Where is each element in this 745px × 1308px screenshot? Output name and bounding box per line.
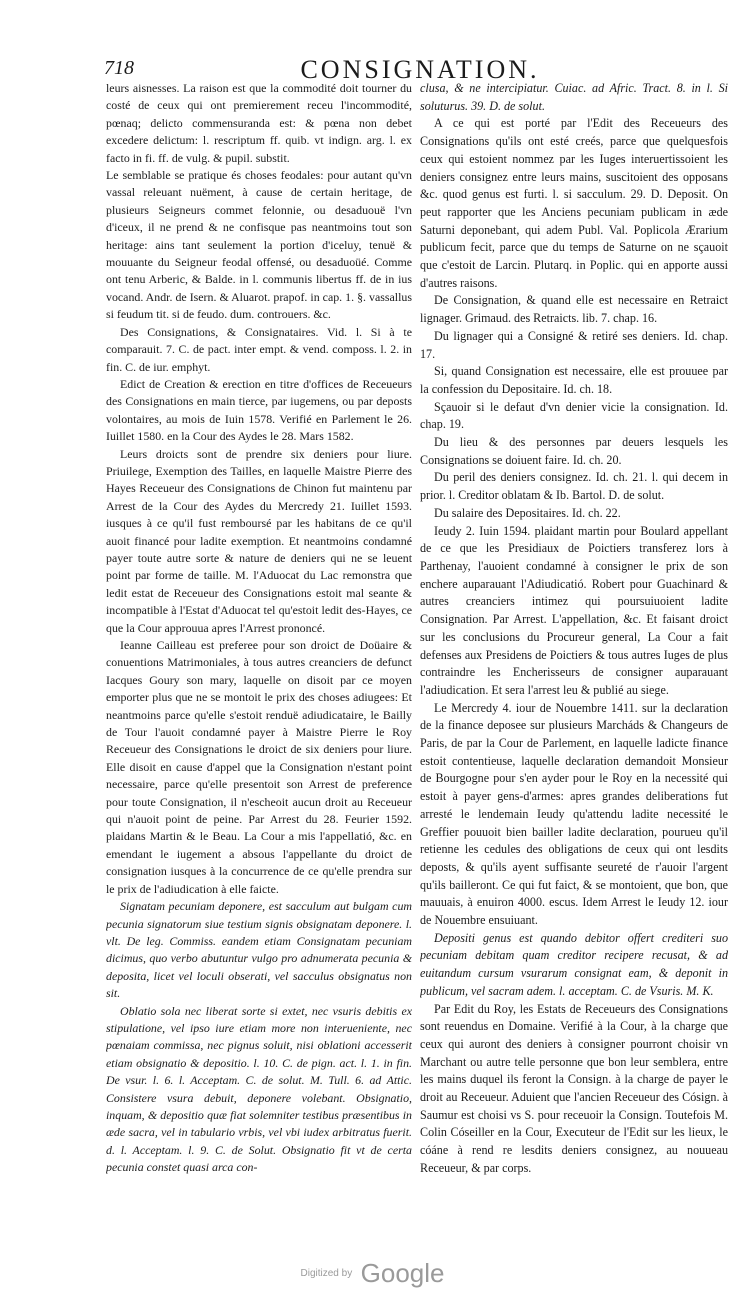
digitized-by-label: Digitized by: [300, 1268, 353, 1279]
paragraph: leurs aisnesses. La raison est que la commodité doit tourner du costé de ceux qui ont premierement receu l'incommodité, pœnaq; delicto commensuranda est: & pœna non debet excedere delictum: l. rescriptum ff. quib. vt indign. arg. l. ex facto in fi. ff. de vulg. & pupil. substit.: [106, 81, 412, 165]
paragraph: Le semblable se pratique és choses feodales: pour autant qu'vn vassal releuant nuëment, à cause de certain heritage, de plusieurs Seigneurs commet felonnie, ou desaduouë l'vn d'iceux, il ne prend & ne confisque pas neantmoins tout son heritage: ains tant seulement la portion d'iceluy, tenuë & mouuante du Seigneur feodal offensé, ou desaduoüé. Comme ont tenu Arberic, & Balde. in l. communis libertus ff. de in ius vocand. Andr. de Isern. & Aluarot. prapof. in cap. 1. §. vassallus si feudum tit. si de feudo. dum. controuers. &c.: [106, 168, 412, 322]
running-title: CONSIGNATION.: [300, 55, 540, 84]
paragraph: Du lieu & des personnes par deuers lesquels les Consignations se doiuent faire. Id. ch. 20.: [420, 435, 728, 467]
paragraph: Signatam pecuniam deponere, est sacculum aut bulgam cum pecunia signatorum siue testium signis obsignatam deponere. l. vlt. De leg. Commiss. eandem etiam Consignatam pecuniam dicimus, quo verbo abutuntur vulgo pro adnumerata pecunia & deposita, licet vel loculi obserati, vel sacculus obsignatus non sit.: [106, 899, 412, 1001]
paragraph: Par Edit du Roy, les Estats de Receueurs des Consignations sont reuendus en Domaine. Verifié à la Cour, à la charge que ceux qui auront des deniers à consigner pourront choisir vn Marchant ou autre telle personne que bon leur semblera, entre les mains duquel ils feront la Consign. à la charge de payer le droit au Receueur. Aduient que l'ancien Receueur des Cósign. à Saumur est choisi vs S. pour receuoir la Consign. Toutefois M. Colin Cóseiller en la Cour, Executeur de l'Edit sur les lieux, le cóáne à rend re lesdits deniers consignez, au nouueau Receueur, & par corps.: [420, 1001, 728, 1175]
paragraph: Ieanne Cailleau est preferee pour son droict de Doüaire & conuentions Matrimoniales, à tous autres creanciers de defunct Iacques Goury son mary, laquelle on disoit par ce moyen emporter plus que ne se montoit le prix des choses adiugees: Et neantmoins parce qu'elle s'estoit renduë adiudicataire, le Bailly de Tour l'auoit condamné payer à Maistre Pierre le Roy Receueur des Consignations le droict de six deniers pour liure. Elle disoit en cause d'appel que la Consignation n'estant point necessaire, parce qu'elle presentoit son Arrest de preference pour toute Consignation, il n'escheoit aucun droit au Receueur qui n'auoit point de peine. Par Arrest du 28. Feurier 1592. plaidans Martin & le Beau. La Cour a mis l'appellatió, &c. en emendant le iugement a absous l'appellante du droict de consignation iusques à la concurrence de ce qu'elle prendra sur le prix de l'adiudication à elle faicte.: [106, 638, 412, 896]
paragraph: Ieudy 2. Iuin 1594. plaidant martin pour Boulard appellant de ce que les Presidiaux de Poictiers transferez lors à Parthenay, l'auoient condamné à consigner le prix de son enchere auparauant l'Adiudicatió. Robert pour Guachinard & autres creanciers intimez qui poursuiuoient ladite Consignation. Par Arrest. L'appellation, &c. Et faisant droict sur les conclusions du Procureur general, La Cour a fait defenses aux Presidens de Poictiers & tous autres Iuges de plus contraindre les Encherisseurs de consigner auparauant l'adiudication. Et sera l'arrest leu & publié au siege.: [420, 523, 728, 697]
paragraph: Des Consignations, & Consignataires. Vid. l. Si à te comparauit. 7. C. de pact. inter empt. & vend. composs. l. 2. in fin. C. de iur. emphyt.: [106, 324, 412, 374]
page-number: 718: [104, 57, 134, 79]
paragraph: Le Mercredy 4. iour de Nouembre 1411. sur la declaration de la finance deposee sur plusieurs Marcháds & Changeurs de Paris, de par la Cour de Parlement, en laquelle ladicte finance estoit contentieuse, laquelle declaration demandoit Monsieur de Bourgogne pour s'en ayder pour le Roy en la necessité qui estoit à payer gens-d'armes: apres grandes deliberations fut arresté le lendemain Ieudy qu'attendu ladite necessité le Greffier pouuoit bien bailler ladite declaration, pourueu qu'il retienne les cedules des obligations de ceux qui ont lesdits deposts, & qu'ils ayent suffisante seureté de r'auoir l'argent qu'ils bailleront. Ce qui fut faict, & se montoient, que bon, que mauuais, à enuiron 4000. escus. Idem Arrest le Ieudy 12. iour de Nouembre ensuiuant.: [420, 700, 728, 928]
paragraph: Sçauoir si le defaut d'vn denier vicie la consignation. Id. chap. 19.: [420, 399, 728, 432]
paragraph: Du salaire des Depositaires. Id. ch. 22.: [434, 505, 621, 520]
paragraph: Du peril des deniers consignez. Id. ch. 21. l. qui decem in prior. l. Creditor oblatam & Ib. Bartol. D. de solut.: [420, 470, 728, 503]
paragraph: De Consignation, & quand elle est necessaire en Retraict lignager. Grimaud. des Retraicts. lib. 7. chap. 16.: [420, 293, 728, 326]
paragraph: Si, quand Consignation est necessaire, elle est prouuee par la confession du Depositaire. Id. ch. 18.: [420, 364, 728, 396]
paragraph: Edict de Creation & erection en titre d'offices de Receueurs des Consignations en main tierce, par iugemens, ou par deposts volontaires, au mois de Iuin 1578. Verifié en Parlement le 26. Iuillet 1580. en la Cour des Aydes le 28. Mars 1582.: [106, 376, 412, 444]
google-logo: Google: [360, 1258, 445, 1288]
paragraph: clusa, & ne intercipiatur. Cuiac. ad Afric. Tract. 8. in l. Si soluturus. 39. D. de solut.: [420, 81, 728, 113]
left-column: [106, 80, 412, 1188]
paragraph: Depositi genus est quando debitor offert crediteri suo pecuniam debitam quam creditor recipere recusat, & ad euitandum cursum vsurarum consignat eam, & deponit in publicum, vel sacram adem. l. acceptam. C. de Vsuris. M. K.: [420, 930, 728, 998]
paragraph: Du lignager qui a Consigné & retiré ses deniers. Id. chap. 17.: [420, 328, 728, 361]
digitized-by-google-watermark: [0, 1258, 745, 1289]
paragraph: Oblatio sola nec liberat sorte si extet, nec vsuris debitis ex stipulatione, vel ipso iure etiam more non interueniente, nec pœnaiam commissa, nec pignus soluit, nisi oblationi accesserit etiam obsignatio & depositio. l. 10. C. de pign. act. l. 1. in fin. De vsur. l. 6. l. Acceptam. C. de solut. M. Tull. 6. ad Attic. Consistere vsura debuit, deponere volebant. Obsignatio, inquam, & depositio quæ fiat solemniter testibus præsentibus in æde sacra, vel in tabulario vrbis, vel vbi iudex arbitratus fuerit. d. l. Acceptam. l. 9. C. de Solut. Obsignatio fit vt de certa pecunia constet quasi arca con-: [106, 1003, 412, 1175]
paragraph: Leurs droicts sont de prendre six deniers pour liure. Priuilege, Exemption des Tailles, en laquelle Maistre Pierre des Hayes Receueur des Consignations de Chinon fut maintenu par Arrest de la Cour des Aydes du Mercredy 21. Iuillet 1593. iusques à ce qu'il fust remboursé par les habitans de ce qu'il auoit financé pour ladite exemption. Et neantmoins condamné payer toute autre sorte & nature de deniers qui ne se leuent point par forme de taille. M. l'Aduocat du Lac remonstra que ledit estat de Receueur des Consignations estoit mal seante & incompatible à l'Estat d'Aduocat tel qu'estoit ledit des-Hayes, ce que la Cour approuua apres l'Arrest prononcé.: [106, 446, 412, 635]
paragraph: A ce qui est porté par l'Edit des Receueurs des Consignations qu'ils ont esté creés, parce que quelquesfois ceux qui estoient nommez par les Iuges interuertissoient les deniers consignez entre leurs mains, suscitoient des opposans &c. quod genus est furti. l. si sacculum. 29. D. Deposit. On peut rapporter que les Anciens pecuniam publicam in æde Saturni deponebant, qui adem Publ. Val. Poplicola Ærarium publicum fecit, parce que du temps de Saturne on ne sçauoit que c'estoit de Larcin. Plutarq. in Poplic. qui en apporte aussi d'autres raisons.: [420, 116, 728, 290]
right-column: [420, 80, 728, 1188]
